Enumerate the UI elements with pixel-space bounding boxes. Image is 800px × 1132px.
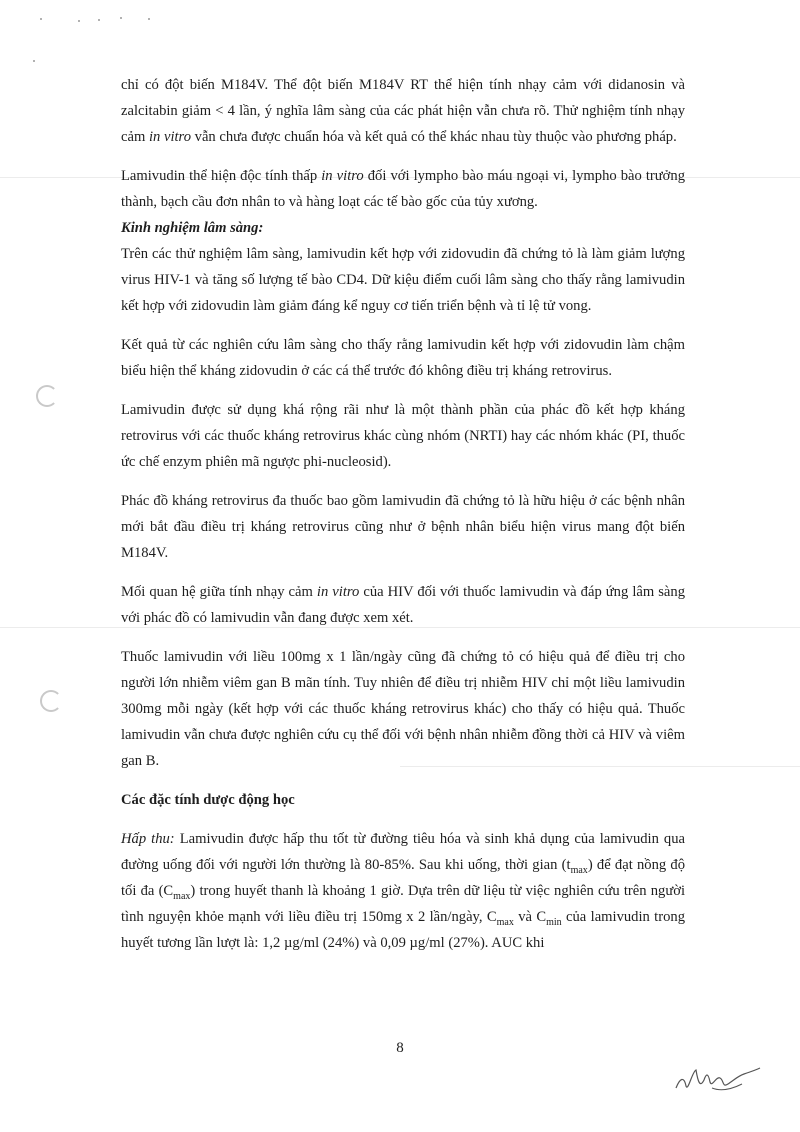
scan-speck (148, 18, 150, 20)
text-run: của HIV đối với thuốc lamivudin và đáp ứng lâm sàng với phác đồ có lamivudin vẫn đang được xem xét. (121, 584, 685, 626)
scan-speck (33, 60, 35, 62)
paragraph-absorption (121, 826, 685, 956)
text-run: của lamivudin trong huyết tương lần lượt là: 1,2 µg/ml (24%) và 0,09 µg/ml (27%). AUC khi (121, 909, 685, 951)
scan-speck (78, 20, 80, 22)
text-run: Lamivudin được hấp thu tốt từ đường tiêu hóa và sinh khả dụng của lamivudin qua đường uống đối với người lớn thường là 80-85%. Sau khi uống, thời gian (t (121, 831, 685, 873)
punch-hole-icon (36, 385, 58, 407)
paragraph-m184v (121, 72, 685, 150)
text-run-italic: in vitro (316, 584, 360, 600)
subscript: max (173, 890, 191, 902)
text-run: và C (513, 909, 547, 925)
text-run: ) trong huyết thanh là khoảng 1 giờ. Dựa trên dữ liệu từ việc nghiên cứu trên người tình nguyện khỏe mạnh với liều điều trị 150mg x 2 lần/ngày, C (121, 883, 686, 925)
absorption-label: Hấp thu: (121, 831, 175, 847)
heading-clinical-experience: Kinh nghiệm lâm sàng: (121, 220, 264, 236)
paragraph-toxicity (121, 163, 685, 215)
scan-speck (40, 18, 42, 20)
scan-speck (120, 17, 122, 19)
heading-pharmacokinetics: Các đặc tính dược động học (121, 792, 295, 808)
subscript: max (496, 916, 514, 928)
paragraph-clinical-trials: Trên các thử nghiệm lâm sàng, lamivudin kết hợp với zidovudin đã chứng tỏ là làm giảm lượng virus HIV-1 và tăng số lượng tế bào CD4. Dữ kiệu điểm cuối lâm sàng cho thấy rằng lamivudin kết hợp với zidovudin làm giảm đáng kể nguy cơ tiến triển bệnh và tỉ lệ tử vong. (121, 246, 685, 314)
paragraph-sensitivity (121, 579, 685, 631)
paragraph-hepatitis-b: Thuốc lamivudin với liều 100mg x 1 lần/ngày cũng đã chứng tỏ có hiệu quả để điều trị cho người lớn nhiễm viêm gan B mãn tính. Tuy nhiên để điều trị nhiễm HIV chỉ một liều lamivudin 300mg mỗi ngày (kết hợp với các thuốc kháng retrovirus khác) cho thấy có hiệu quả. Thuốc lamivudin vẫn chưa được nghiên cứu cụ thể đối với bệnh nhân nhiễm đồng thời cả HIV và viêm gan B. (121, 649, 685, 769)
text-run-italic: in vitro (321, 168, 364, 184)
paragraph-resistance: Kết quả từ các nghiên cứu lâm sàng cho thấy rằng lamivudin kết hợp với zidovudin làm chậm biểu hiện thể kháng zidovudin ở các cá thể trước đó không điều trị kháng retrovirus. (121, 337, 685, 379)
paragraph-combination: Lamivudin được sử dụng khá rộng rãi như là một thành phần của phác đồ kết hợp kháng retrovirus với các thuốc kháng retrovirus khác cùng nhóm (NRTI) hay các nhóm khác (PI, thuốc ức chế enzym phiên mã ngược phi-nucleosid). (121, 402, 685, 470)
text-run-italic: in vitro (148, 129, 191, 145)
body-text (121, 72, 685, 956)
subscript: max (570, 864, 588, 876)
page-number: 8 (396, 1040, 404, 1056)
text-run: vẫn chưa được chuẩn hóa và kết quả có thể khác nhau tùy thuộc vào phương pháp. (191, 129, 677, 145)
handwritten-signature-icon (672, 1058, 762, 1098)
text-run: chỉ có đột biến M184V. Thể đột biến M184V RT thể hiện tính nhạy cảm với didanosin và zalcitabin giảm < 4 lần, ý nghĩa lâm sàng của các phát hiện vẫn chưa rõ. Thử nghiệm tính nhạy cảm (121, 77, 685, 145)
paragraph-multidrug: Phác đồ kháng retrovirus đa thuốc bao gồm lamivudin đã chứng tỏ là hữu hiệu ở các bệnh nhân mới bắt đầu điều trị kháng retrovirus cũng như ở bệnh nhân biểu hiện virus mang đột biến M184V. (121, 493, 685, 561)
text-run: đối với lympho bào máu ngoại vi, lympho bào trưởng thành, bạch cầu đơn nhân to và hàng loạt các tế bào gốc của tủy xương. (121, 168, 685, 210)
text-run: ) để đạt nồng độ tối đa (C (121, 857, 686, 899)
punch-hole-icon (40, 690, 62, 712)
text-run: Mối quan hệ giữa tính nhạy cảm (121, 584, 317, 600)
subscript: min (546, 916, 562, 928)
text-run: Lamivudin thể hiện độc tính thấp (121, 168, 322, 184)
scan-speck (98, 19, 100, 21)
